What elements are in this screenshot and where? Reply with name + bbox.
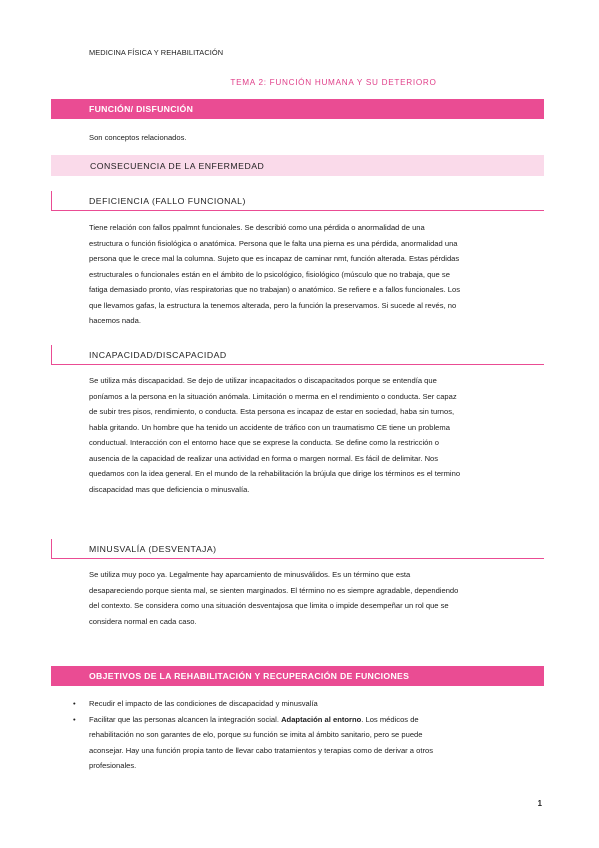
deficiencia-line: estructurales o funcionales están en el ámbito de lo psicológico, fisiológico (músculo que no trabaja, que se (89, 269, 450, 279)
list-item-text: aconsejar. Hay una función propia tanto de llevar cabo tratamientos y terapias como de derivar a otros (89, 745, 434, 755)
incapacidad-line: poníamos a la persona en la situación anómala. Limitación o merma en el rendimiento o conducta. Ser capaz (89, 391, 457, 401)
list-item (73, 696, 545, 712)
section-title-minusvalia: MINUSVALÍA (DESVENTAJA) (89, 543, 217, 554)
section-bar-consecuencia (51, 155, 544, 176)
minusvalia-paragraph (89, 567, 545, 629)
section-title-funcion: FUNCIÓN/ DISFUNCIÓN (89, 104, 194, 114)
deficiencia-paragraph (89, 220, 545, 329)
list-item (73, 712, 545, 774)
funcion-text (89, 130, 545, 146)
section-title-incapacidad: INCAPACIDAD/DISCAPACIDAD (89, 349, 227, 360)
incapacidad-line: discapacidad mas que deficiencia o minusvalía. (89, 484, 250, 494)
objetivos-list (73, 696, 545, 774)
list-item-text: profesionales. (89, 761, 137, 770)
incapacidad-line: habla gritando. Un hombre que ha tenido un accidente de tráfico con un traumatismo CE tiene un problema (89, 422, 450, 432)
incapacidad-line: quedamos con la idea general. En el mundo de la rehabilitación la brújula que dirige los términos es el termino (89, 469, 461, 478)
section-bar-incapacidad (51, 345, 544, 365)
minusvalia-line: Se utiliza muy poco ya. Legalmente hay aparcamiento de minusválidos. Es un término que esta (89, 570, 411, 579)
section-title-deficiencia: DEFICIENCIA (FALLO FUNCIONAL) (89, 195, 246, 206)
list-item-text: rehabilitación no son garantes de elo, porque su función se imita al ámbito sanitario, pero se puede (89, 730, 423, 739)
document-header: MEDICINA FÍSICA Y REHABILITACIÓN (89, 48, 224, 57)
section-title-objetivos: OBJETIVOS DE LA REHABILITACIÓN Y RECUPERACIÓN DE FUNCIONES (89, 671, 410, 681)
page-number: 1 (537, 799, 542, 808)
minusvalia-line: considera normal en cada caso. (89, 616, 197, 626)
topic-title: TEMA 2: FUNCIÓN HUMANA Y SU DETERIORO (230, 78, 437, 87)
bullet-icon: • (73, 699, 76, 708)
deficiencia-line: fatiga demasiado pronto, vías respiratorias que no trabajan) o anatómico. Se refiere e a fallos funcionales. Los (89, 285, 461, 294)
list-item-text: Recudir el impacto de las condiciones de discapacidad y minusvalía (89, 699, 318, 708)
deficiencia-line: que llevamos gafas, la estructura la tenemos alterada, pero la función la preservamos. Si sucede al revés, no (89, 300, 457, 310)
incapacidad-line: de subir tres pisos, rendimiento, o conducta. Esta persona es incapaz de estar en sociedad, haba sin turnos, (89, 407, 455, 416)
deficiencia-line: estructura o función fisiológica o anatómica. Persona que le falta una pierna es una pérdida, anormalidad una (89, 238, 458, 248)
bullet-icon: • (73, 714, 76, 724)
minusvalia-line: del contexto. Se considera como una situación desventajosa que limita o impide desempeñar un rol que se (89, 601, 449, 610)
section-bar-minusvalia (51, 539, 544, 559)
incapacidad-line: conductual. Interacción con el entorno hace que se exprese la conducta. Se define como la restricción o (89, 438, 439, 447)
minusvalia-line: desapareciendo porque sienta mal, se sienten marginados. El término no es siempre agradable, dependiendo (89, 585, 459, 595)
incapacidad-line: ausencia de la capacidad de realizar una actividad en forma o margen normal. Es fácil de delimitar. Nos (89, 453, 439, 463)
emphasis-text: Adaptación al entorno (281, 714, 362, 724)
section-bar-objetivos (51, 666, 544, 686)
funcion-line: Son conceptos relacionados. (89, 133, 187, 142)
deficiencia-line: Tiene relación con fallos ppalmnt funcionales. Se describió como una pérdida o anormalidad de una (89, 223, 425, 232)
deficiencia-line: hacemos nada. (89, 316, 141, 325)
deficiencia-line: persona que le crece mal la columna. Sujeto que es incapaz de caminar nmt, función alterada. Estas pérdidas (89, 254, 460, 263)
list-item-text: Facilitar que las personas alcancen la integración social. Adaptación al entorno. Los médicos de (89, 714, 419, 724)
section-bar-funcion (51, 99, 544, 119)
incapacidad-line: Se utiliza más discapacidad. Se dejo de utilizar incapacitados o discapacitados porque se entendía que (89, 376, 437, 385)
section-title-consecuencia: CONSECUENCIA DE LA ENFERMEDAD (90, 160, 265, 171)
section-bar-deficiencia (51, 191, 544, 211)
incapacidad-paragraph (89, 373, 545, 497)
